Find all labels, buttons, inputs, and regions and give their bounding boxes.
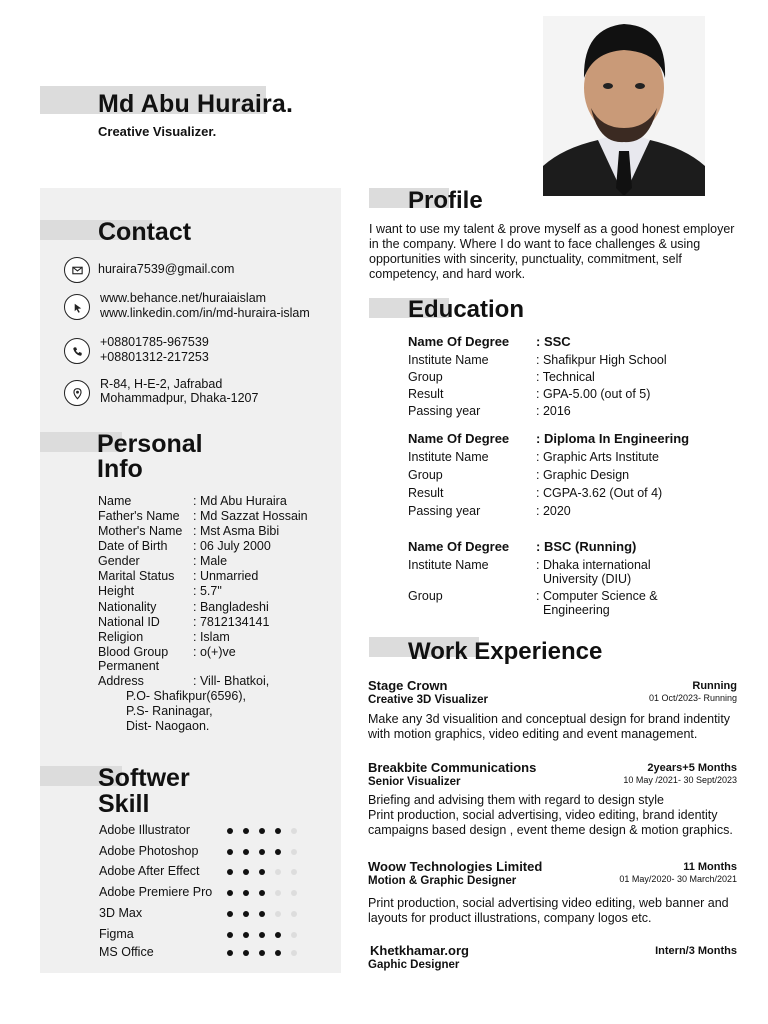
education-value: : Shafikpur High School xyxy=(536,353,667,367)
personal-heading-line2: Info xyxy=(97,455,143,483)
contact-behance[interactable]: www.behance.net/huraiaislam xyxy=(100,291,267,305)
degree-label-text: Name Of Degree xyxy=(408,431,510,446)
degree-value-text: : Diploma In Engineering xyxy=(536,431,690,446)
job-duration: Intern/3 Months xyxy=(655,945,737,957)
personal-value: : Mst Asma Bibi xyxy=(193,524,280,538)
skill-dot xyxy=(227,950,233,956)
job-company: Khetkhamar.org xyxy=(370,943,469,958)
education-heading: Education xyxy=(408,296,525,323)
skill-dot xyxy=(243,932,249,938)
education-value-cont: Engineering xyxy=(543,603,610,617)
job-role: Gaphic Designer xyxy=(368,959,460,971)
skill-dot xyxy=(243,869,249,875)
education-value: : CGPA-3.62 (Out of 4) xyxy=(536,486,663,500)
profile-photo xyxy=(543,16,705,196)
personal-value: : Islam xyxy=(193,630,230,644)
personal-label: Nationality xyxy=(98,600,157,614)
education-label: Institute Name xyxy=(408,558,489,572)
degree-value xyxy=(536,334,571,349)
job-duration: Running xyxy=(692,680,737,692)
email-icon xyxy=(64,257,90,283)
skills-heading-line2: Skill xyxy=(98,790,150,818)
education-label: Group xyxy=(408,468,443,482)
address-value-3: P.S- Raninagar, xyxy=(126,704,213,718)
skill-dot xyxy=(259,932,265,938)
contact-address-2: Mohammadpur, Dhaka-1207 xyxy=(100,391,259,405)
education-value: : Graphic Design xyxy=(536,468,630,482)
profile-heading: Profile xyxy=(408,187,483,214)
address-label-2: Address xyxy=(98,674,144,688)
location-pin-icon xyxy=(64,380,90,406)
degree-label xyxy=(408,334,509,349)
personal-value: : Unmarried xyxy=(193,569,259,583)
skill-dot xyxy=(259,828,265,834)
skill-name: Adobe Premiere Pro xyxy=(99,885,213,899)
personal-value: : Md Sazzat Hossain xyxy=(193,509,308,523)
skill-name: Figma xyxy=(99,927,134,941)
skill-dot xyxy=(243,890,249,896)
skill-dot xyxy=(291,911,297,917)
contact-phone-2: +08801312-217253 xyxy=(100,350,209,364)
skill-dot xyxy=(275,828,281,834)
job-dates: 10 May /2021- 30 Sept/2023 xyxy=(623,775,737,785)
education-value: : 2020 xyxy=(536,504,571,518)
skill-dot xyxy=(275,932,281,938)
education-label: Result xyxy=(408,486,444,500)
skill-dot xyxy=(275,911,281,917)
job-duration: 11 Months xyxy=(683,861,737,873)
skill-dot xyxy=(291,890,297,896)
personal-value: : Md Abu Huraira xyxy=(193,494,287,508)
personal-label: Mother's Name xyxy=(98,524,183,538)
skill-name: MS Office xyxy=(99,945,154,959)
skill-dot xyxy=(291,932,297,938)
education-label: Institute Name xyxy=(408,353,489,367)
education-value: : 2016 xyxy=(536,404,571,418)
degree-value xyxy=(536,431,689,446)
skill-dot xyxy=(291,869,297,875)
education-value: : Computer Science & xyxy=(536,589,658,603)
contact-heading: Contact xyxy=(98,218,192,246)
personal-value: : 5.7" xyxy=(193,584,222,598)
candidate-tagline: Creative Visualizer. xyxy=(98,124,217,139)
job-description: Briefing and advising them with regard to design style Print production, social advertising, video editing, brand identity campaigns based design , event theme design & motion graphics. xyxy=(368,793,733,837)
skill-level-dots xyxy=(227,950,297,956)
degree-value-text: : BSC (Running) xyxy=(536,539,637,554)
address-value-4: Dist- Naogaon. xyxy=(126,719,210,733)
personal-label: Gender xyxy=(98,554,140,568)
skill-dot xyxy=(275,869,281,875)
skill-dot xyxy=(243,911,249,917)
address-value-1: : Vill- Bhatkoi, xyxy=(193,674,270,688)
candidate-name: Md Abu Huraira. xyxy=(98,90,294,118)
personal-value: : 06 July 2000 xyxy=(193,539,271,553)
job-dates: 01 Oct/2023- Running xyxy=(648,693,737,703)
skill-name: Adobe Illustrator xyxy=(99,823,191,837)
education-label: Group xyxy=(408,370,443,384)
personal-value: : o(+)ve xyxy=(193,645,236,659)
skill-level-dots xyxy=(227,911,297,917)
degree-value-text: : SSC xyxy=(536,334,571,349)
personal-label: Marital Status xyxy=(98,569,175,583)
contact-email[interactable]: huraira7539@gmail.com xyxy=(98,262,235,276)
job-role: Motion & Graphic Designer xyxy=(368,875,517,887)
phone-icon xyxy=(64,338,90,364)
skill-level-dots xyxy=(227,890,297,896)
address-value-2: P.O- Shafikpur(6596), xyxy=(126,689,246,703)
skill-dot xyxy=(275,890,281,896)
education-label: Institute Name xyxy=(408,450,489,464)
education-value: : Dhaka international xyxy=(536,558,651,572)
job-description: Make any 3d visualition and conceptual design for brand indentity with motion graphics, video editing and event management. xyxy=(368,712,731,741)
profile-text: I want to use my talent & prove myself as a good honest employer in the company. Where I do want to face challenges & using opportunities with sincerity, punctuality, commitment, self competency, and hard work. xyxy=(369,222,735,281)
education-value: : Graphic Arts Institute xyxy=(536,450,659,464)
skill-name: Adobe Photoshop xyxy=(99,844,199,858)
personal-label: Religion xyxy=(98,630,144,644)
degree-label xyxy=(408,431,509,446)
job-role: Creative 3D Visualizer xyxy=(368,694,488,706)
personal-label: National ID xyxy=(98,615,160,629)
job-company: Woow Technologies Limited xyxy=(368,859,543,874)
personal-heading-line1: Personal xyxy=(97,430,203,458)
skill-dot xyxy=(243,849,249,855)
degree-value xyxy=(536,539,636,554)
skill-dot xyxy=(243,950,249,956)
degree-label xyxy=(408,539,509,554)
skill-dot xyxy=(227,869,233,875)
personal-label: Blood Group xyxy=(98,645,169,659)
skill-dot xyxy=(259,911,265,917)
skill-dot xyxy=(243,828,249,834)
job-company: Stage Crown xyxy=(368,678,448,693)
address-label-1: Permanent xyxy=(98,659,160,673)
education-value: : Technical xyxy=(536,370,595,384)
contact-linkedin[interactable]: www.linkedin.com/in/md-huraira-islam xyxy=(100,306,310,320)
skill-dot xyxy=(259,950,265,956)
personal-label: Name xyxy=(98,494,132,508)
personal-label: Height xyxy=(98,584,135,598)
skill-dot xyxy=(227,828,233,834)
skill-dot xyxy=(259,869,265,875)
skill-level-dots xyxy=(227,869,297,875)
personal-label: Date of Birth xyxy=(98,539,168,553)
skill-dot xyxy=(227,849,233,855)
education-label: Group xyxy=(408,589,443,603)
job-dates: 01 May/2020- 30 March/2021 xyxy=(619,874,737,884)
personal-value: : 7812134141 xyxy=(193,615,270,629)
skill-dot xyxy=(275,950,281,956)
skill-dot xyxy=(291,828,297,834)
job-role: Senior Visualizer xyxy=(368,776,461,788)
cursor-icon xyxy=(64,294,90,320)
skill-level-dots xyxy=(227,828,297,834)
work-heading: Work Experience xyxy=(408,638,603,665)
skill-name: Adobe After Effect xyxy=(99,864,200,878)
skill-dot xyxy=(227,911,233,917)
contact-address-1: R-84, H-E-2, Jafrabad xyxy=(100,377,223,391)
education-value: : GPA-5.00 (out of 5) xyxy=(536,387,651,401)
degree-label-text: Name Of Degree xyxy=(408,539,510,554)
job-description: Print production, social advertising video editing, web banner and layouts for product illustrations, company logos etc. xyxy=(368,896,729,925)
skill-level-dots xyxy=(227,932,297,938)
skill-dot xyxy=(227,890,233,896)
skill-dot xyxy=(291,950,297,956)
personal-label: Father's Name xyxy=(98,509,180,523)
degree-label-text: Name Of Degree xyxy=(408,334,510,349)
personal-value: : Male xyxy=(193,554,228,568)
education-label: Passing year xyxy=(408,404,481,418)
skill-dot xyxy=(275,849,281,855)
education-value-cont: University (DIU) xyxy=(543,572,632,586)
education-label: Result xyxy=(408,387,444,401)
skill-level-dots xyxy=(227,849,297,855)
job-duration: 2years+5 Months xyxy=(647,762,737,774)
contact-phone-1: +08801785-967539 xyxy=(100,335,209,349)
education-label: Passing year xyxy=(408,504,481,518)
skill-dot xyxy=(259,849,265,855)
skill-dot xyxy=(227,932,233,938)
skills-heading-line1: Softwer xyxy=(98,764,190,792)
skill-name: 3D Max xyxy=(99,906,143,920)
skill-dot xyxy=(259,890,265,896)
skill-dot xyxy=(291,849,297,855)
personal-value: : Bangladeshi xyxy=(193,600,269,614)
job-company: Breakbite Communications xyxy=(368,760,537,775)
